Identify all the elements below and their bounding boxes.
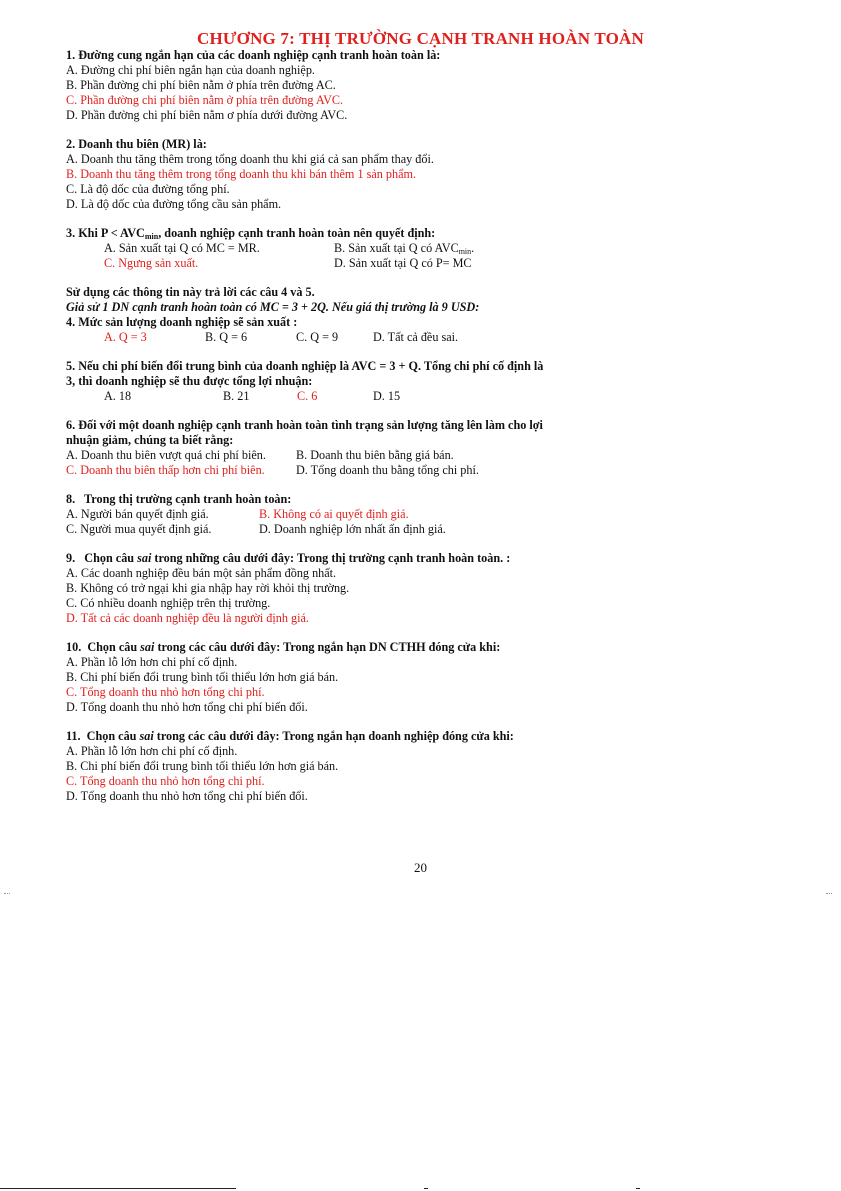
question-3-option-b [334,241,474,256]
corner-mark-left [4,893,10,900]
question-6-row-cd [66,463,786,478]
question-4-option-a-answer: A. Q = 3 [104,330,147,344]
question-10-option-a: A. Phần lỗ lớn hơn chi phí cố định. [66,655,238,669]
question-2-option-c: C. Là độ dốc của đường tổng phí. [66,182,230,196]
question-10-text-italic: sai [140,640,155,654]
question-5 [66,359,786,404]
question-6-text-line-1: 6. Đối với một doanh nghiệp cạnh tranh hoàn toàn tình trạng sản lượng tăng lên làm cho lợi [66,418,543,432]
question-9-option-b: B. Không có trở ngại khi gia nhập hay rời khỏi thị trường. [66,581,350,595]
question-11 [66,729,786,804]
question-9-option-d-answer: D. Tất cả các doanh nghiệp đều là người định giá. [66,611,309,625]
question-1 [66,48,786,123]
question-5-option-c-answer: C. 6 [297,389,318,403]
question-9-text-italic: sai [137,551,152,565]
question-10-option-d: D. Tổng doanh thu nhỏ hơn tổng chi phí biến đổi. [66,700,308,714]
question-11-option-b: B. Chi phí biến đổi trung bình tối thiểu lớn hơn giá bán. [66,759,339,773]
question-3-text [66,226,786,241]
question-list [66,48,786,818]
footer-rule-right [636,1188,640,1189]
question-3 [66,226,786,271]
question-8-option-c: C. Người mua quyết định giá. [66,522,212,536]
question-6-row-ab [66,448,786,463]
question-10-text [66,640,786,655]
page-number: 20 [414,860,427,875]
question-11-option-a: A. Phần lỗ lớn hơn chi phí cố định. [66,744,238,758]
question-3-option-b-pre: B. Sản xuất tại Q có AVC [334,241,459,255]
question-6-option-a: A. Doanh thu biên vượt quá chi phí biên. [66,448,266,462]
corner-mark-right [826,893,832,900]
question-10-text-pre: 10. Chọn câu [66,640,141,654]
question-5-options [66,389,786,404]
question-3-option-c-answer: C. Ngưng sản xuất. [104,256,199,270]
question-1-option-b: B. Phần đường chi phí biên nằm ở phía trên đường AC. [66,78,336,92]
question-4-option-d: D. Tất cả đều sai. [373,330,459,344]
question-8 [66,492,786,537]
shared-info [66,285,786,315]
footer-rule-left [0,1188,236,1189]
question-9 [66,551,786,626]
question-10-option-b: B. Chi phí biến đổi trung bình tối thiểu lớn hơn giá bán. [66,670,339,684]
question-1-option-c-answer: C. Phần đường chi phí biên nằm ở phía trên đường AVC. [66,93,344,107]
question-4-option-c: C. Q = 9 [296,330,339,344]
question-5-option-b: B. 21 [223,389,250,403]
question-2-option-d: D. Là độ dốc của đường tổng cầu sản phẩm. [66,197,282,211]
question-6-option-b: B. Doanh thu biên bằng giá bán. [296,448,454,462]
question-11-text-italic: sai [139,729,154,743]
question-3-text-sub: min [144,232,159,241]
question-10 [66,640,786,715]
question-9-option-c: C. Có nhiều doanh nghiệp trên thị trường. [66,596,271,610]
question-4-option-b: B. Q = 6 [205,330,248,344]
question-11-option-d: D. Tổng doanh thu nhỏ hơn tổng chi phí biến đổi. [66,789,308,803]
question-9-text [66,551,786,566]
question-5-text-line-1: 5. Nếu chi phí biến đổi trung bình của doanh nghiệp là AVC = 3 + Q. Tổng chi phí cố định là [66,359,544,373]
question-10-option-c-answer: C. Tổng doanh thu nhỏ hơn tổng chi phí. [66,685,265,699]
shared-info-line-1: Sử dụng các thông tin này trả lời các câu 4 và 5. [66,285,315,299]
question-9-text-post: trong những câu dưới đây: Trong thị trường cạnh tranh hoàn toàn. : [151,551,511,565]
question-1-option-d: D. Phần đường chi phí biên nằm ơ phía dưới đường AVC. [66,108,348,122]
question-3-option-b-post: . [471,241,475,255]
question-6 [66,418,786,478]
question-1-option-a: A. Đường chi phí biên ngắn hạn của doanh nghiệp. [66,63,315,77]
question-3-text-pre: 3. Khi P < AVC [66,226,145,240]
question-9-text-pre: 9. Chọn câu [66,551,138,565]
question-4-text: 4. Mức sản lượng doanh nghiệp sẽ sản xuất : [66,315,298,329]
question-1-text: 1. Đường cung ngắn hạn của các doanh nghiệp cạnh tranh hoàn toàn là: [66,48,441,62]
question-3-option-b-sub: min [458,247,472,256]
question-3-option-a: A. Sản xuất tại Q có MC = MR. [104,241,260,255]
question-5-text-line-2: 3, thì doanh nghiệp sẽ thu được tổng lợi nhuận: [66,374,313,388]
question-11-text [66,729,786,744]
question-6-option-d: D. Tổng doanh thu bằng tổng chi phí. [296,463,479,477]
question-8-row-cd [66,522,786,537]
question-3-row-cd [66,256,786,271]
question-4 [66,315,786,345]
question-4-options [66,330,786,345]
question-6-text-line-2: nhuận giảm, chúng ta biết rằng: [66,433,234,447]
footer-rule-mid [424,1188,428,1189]
question-3-row-ab [66,241,786,256]
question-5-option-a: A. 18 [104,389,132,403]
question-8-text: 8. Trong thị trường cạnh tranh hoàn toàn: [66,492,292,506]
question-8-option-b-answer: B. Không có ai quyết định giá. [259,507,409,521]
page-title: CHƯƠNG 7: THỊ TRƯỜNG CẠNH TRANH HOÀN TOÀN [197,29,644,48]
question-9-option-a: A. Các doanh nghiệp đều bán một sản phẩm đồng nhất. [66,566,337,580]
question-10-text-post: trong các câu dưới đây: Trong ngắn hạn DN CTHH đóng cửa khi: [154,640,501,654]
question-5-option-d: D. 15 [373,389,401,403]
question-3-option-d: D. Sản xuất tại Q có P= MC [334,256,472,270]
question-3-text-post: , doanh nghiệp cạnh tranh hoàn toàn nên quyết định: [158,226,436,240]
question-2-option-b-answer: B. Doanh thu tăng thêm trong tổng doanh thu khi bán thêm 1 sản phẩm. [66,167,417,181]
question-11-text-pre: 11. Chọn câu [66,729,140,743]
question-8-option-a: A. Người bán quyết định giá. [66,507,209,521]
shared-info-line-2: Giả sử 1 DN cạnh tranh hoàn toàn có MC = 3 + 2Q. Nếu giá thị trường là 9 USD: [66,300,480,314]
question-11-text-post: trong các câu dưới đây: Trong ngắn hạn doanh nghiệp đóng cửa khi: [153,729,514,743]
question-2 [66,137,786,212]
question-11-option-c-answer: C. Tổng doanh thu nhỏ hơn tổng chi phí. [66,774,265,788]
question-2-option-a: A. Doanh thu tăng thêm trong tổng doanh thu khi giá cả san phẩm thay đổi. [66,152,434,166]
question-8-row-ab [66,507,786,522]
question-6-option-c-answer: C. Doanh thu biên thấp hơn chi phí biên. [66,463,265,477]
question-8-option-d: D. Doanh nghiệp lớn nhất ấn định giá. [259,522,446,536]
question-2-text: 2. Doanh thu biên (MR) là: [66,137,207,151]
